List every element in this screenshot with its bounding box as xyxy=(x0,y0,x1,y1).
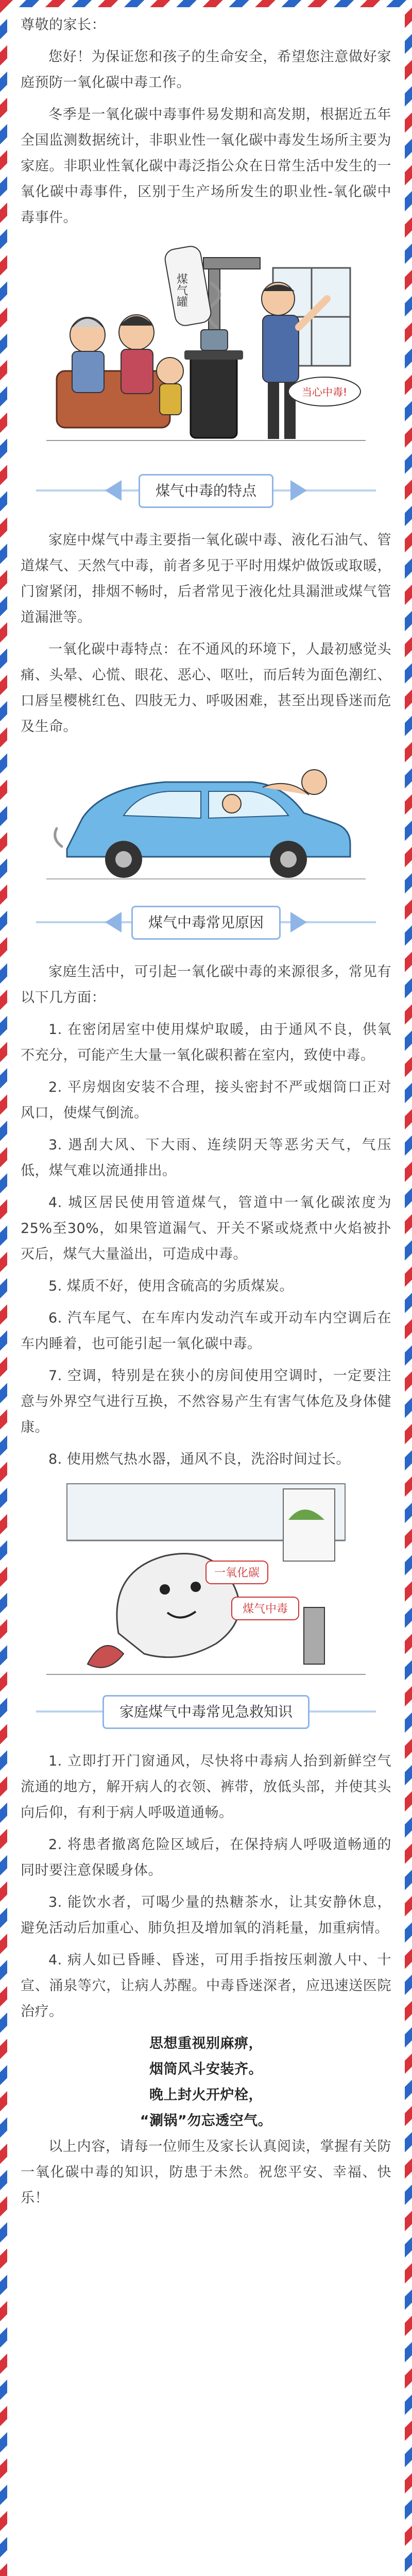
slogan-line-2: 烟筒风斗安装齐。 xyxy=(149,2061,263,2077)
section-heading-1 xyxy=(21,469,391,518)
first-aid-item-4: 4. 病人如已昏睡、昏迷，可用手指按压刺激人中、十宣、涌泉等穴，让病人苏醒。中毒昏迷深者，应迅速送医院治疗。 xyxy=(21,1952,391,2020)
warning-speech: 当心中毒! xyxy=(301,386,348,398)
causes-item-1: 1. 在密闭居室中使用煤炉取暖，由于通风不良，供氧不充分，可能产生大量一氧化碳积蓄在室内，致使中毒。 xyxy=(21,1022,391,1063)
slogan-line-3: 晚上封火开炉栓， xyxy=(149,2087,263,2103)
causes-item-7: 7. 空调，特别是在狭小的房间使用空调时，一定要注意与外界空气进行互换，不然容易产生有害气体危及身体健康。 xyxy=(21,1368,391,1435)
first-aid-item-2: 2. 将患者撤离危险区域后，在保持病人呼吸道畅通的同时要注意保暖身体。 xyxy=(21,1837,391,1878)
section-title-causes: 煤气中毒常见原因 xyxy=(131,906,281,940)
section-heading-3 xyxy=(21,1690,391,1739)
features-paragraph-1: 家庭中煤气中毒主要指一氧化碳中毒、液化石油气、管道煤气、天然气中毒，前者多见于平时用煤炉做饭或取暖，门窗紧闭，排烟不畅时，后者常见于液化灶具漏泄或煤气管道漏泄等。 xyxy=(21,532,391,625)
causes-item-6: 6. 汽车尾气、在车库内发动汽车或开动车内空调后在车内睡着，也可能引起一氧化碳中毒。 xyxy=(21,1310,391,1352)
section-title-first-aid: 家庭煤气中毒常见急救知识 xyxy=(102,1695,310,1729)
section-heading-2 xyxy=(21,901,391,950)
family-stove-illustration xyxy=(46,237,366,464)
slogan-block xyxy=(21,2031,391,2134)
section-title-features: 煤气中毒的特点 xyxy=(139,474,273,508)
intro-paragraph-2: 冬季是一氧化碳中毒事件易发期和高发期，根据近五年全国监测数据统计，非职业性一氧化碳中毒发生场所主要为家庭。非职业性氧化碳中毒泛指公众在日常生活中发生的一氧化碳中毒事件，区别于生产场所发生的职业性-氧化碳中毒事件。 xyxy=(21,107,391,226)
causes-item-5: 5. 煤质不好，使用含硫高的劣质煤炭。 xyxy=(48,1278,294,1294)
causes-item-8: 8. 使用燃气热水器，通风不良，洗浴时间过长。 xyxy=(48,1451,350,1467)
first-aid-item-3: 3. 能饮水者，可喝少量的热糖茶水，让其安静休息，避免活动后加重心、肺负担及增加氧的消耗量，加重病情。 xyxy=(21,1894,391,1936)
co-label: 一氧化碳 xyxy=(214,1567,260,1580)
greeting: 尊敬的家长： xyxy=(21,17,106,33)
co-ghost-illustration xyxy=(46,1479,366,1685)
poison-label: 煤气中毒 xyxy=(242,1603,288,1616)
causes-item-3: 3. 遇刮大风、下大雨、连续阴天等恶劣天气，气压低，煤气难以流通排出。 xyxy=(21,1137,391,1179)
letter-paper xyxy=(7,7,405,2576)
right-arrow-icon xyxy=(288,911,309,934)
causes-item-2: 2. 平房烟囱安装不合理，接头密封不严或烟筒口正对风口，使煤气倒流。 xyxy=(21,1079,391,1121)
car-illustration xyxy=(46,746,366,895)
causes-item-4: 4. 城区居民使用管道煤气，管道中一氧化碳浓度为25%至30%，如果管道漏气、开关不紧或烧煮中火焰被扑灭后，煤气大量溢出，可造成中毒。 xyxy=(21,1195,391,1262)
right-arrow-icon xyxy=(288,479,309,502)
left-arrow-icon xyxy=(103,479,124,502)
causes-paragraph-intro: 家庭生活中，可引起一氧化碳中毒的来源很多，常见有以下几方面： xyxy=(21,964,391,1006)
left-arrow-icon xyxy=(103,911,124,934)
closing-paragraph: 以上内容，请每一位师生及家长认真阅读，掌握有关防一氧化碳中毒的知识，防患于未然。祝您平安、幸福、快乐！ xyxy=(21,2139,391,2206)
first-aid-item-1: 1. 立即打开门窗通风，尽快将中毒病人抬到新鲜空气流通的地方，解开病人的衣领、裤带，放低头部，并使其头向后仰，有利于病人呼吸道通畅。 xyxy=(21,1753,391,1821)
gas-bottle-label: 煤气罐 xyxy=(175,273,188,307)
intro-paragraph-1: 您好！为保证您和孩子的生命安全，希望您注意做好家庭预防一氧化碳中毒工作。 xyxy=(21,49,391,91)
article-content xyxy=(21,7,391,2576)
features-paragraph-2: 一氧化碳中毒特点：在不通风的环境下，人最初感觉头痛、头晕、心慌、眼花、恶心、呕吐，而后转为面色潮红、口唇呈樱桃红色、四肢无力、呼吸困难，甚至出现昏迷而危及生命。 xyxy=(21,641,391,735)
slogan-line-4: “涮锅”勿忘透空气。 xyxy=(140,2113,272,2129)
slogan-line-1: 思想重视别麻痹， xyxy=(149,2036,263,2052)
